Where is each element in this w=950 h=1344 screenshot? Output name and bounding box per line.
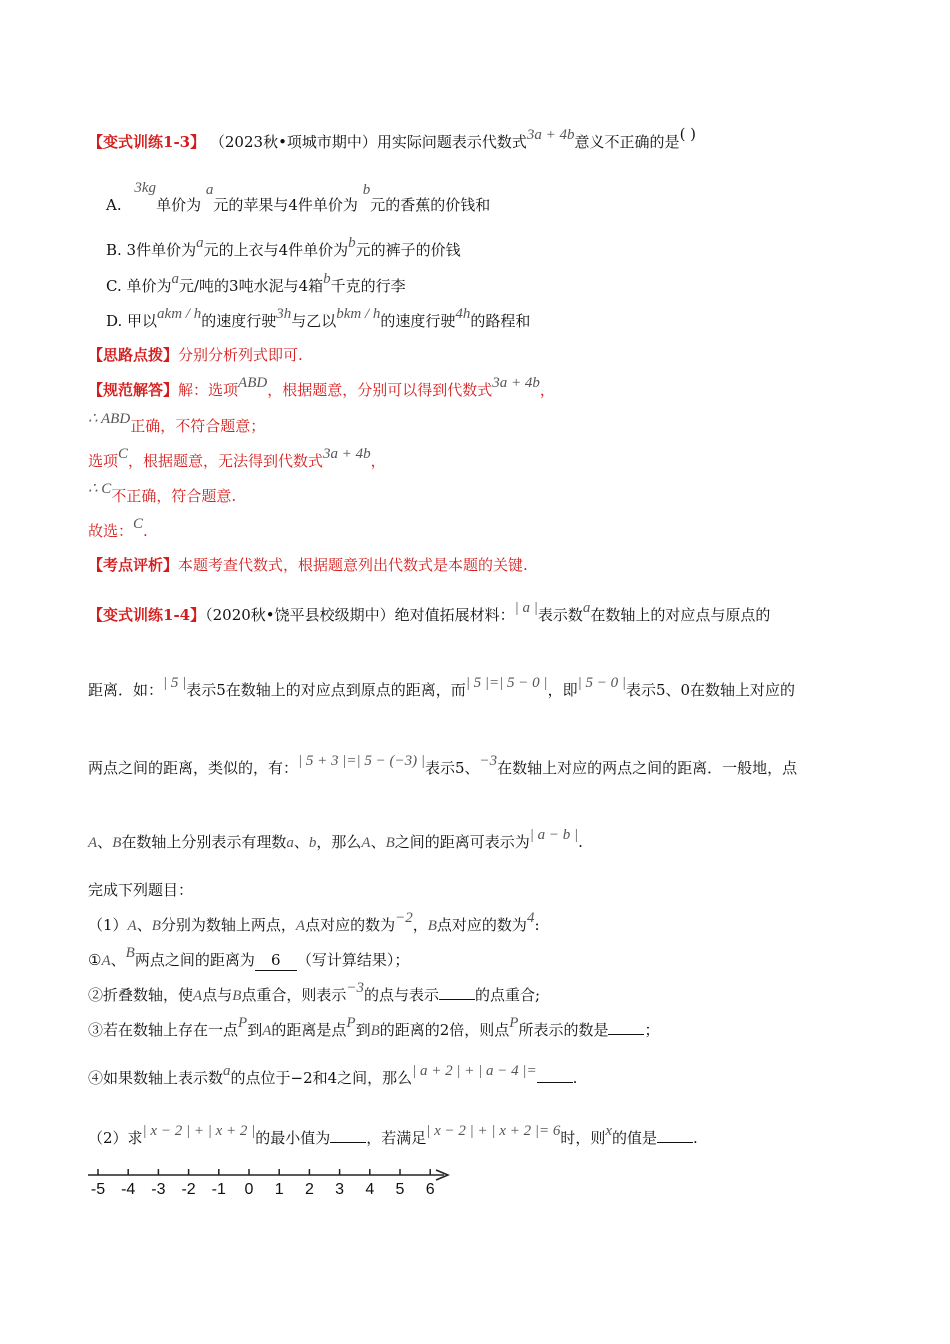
option-c-m2: b	[323, 271, 331, 287]
ex14-l4-m6: B	[385, 835, 395, 851]
hint-line	[88, 345, 303, 365]
ex14-l3-a: 两点之间的距离，类似的，有：	[88, 759, 299, 777]
ex14-l4-c: 、	[293, 833, 309, 851]
s3-g: ；	[644, 1021, 660, 1039]
s4-m1: a	[223, 1063, 231, 1079]
option-a-t3: 元的香蕉的价钱和	[370, 196, 491, 214]
option-b-t2: 元的上衣与4件单价为	[203, 241, 349, 259]
ex14-l3-b: 表示5、	[425, 759, 480, 777]
q2-m3: x	[605, 1123, 613, 1139]
sol3-c: ，	[370, 452, 386, 470]
ex14-l2-m1: | 5 |	[163, 675, 187, 691]
sol4-t: 不正确，符合题意.	[111, 487, 237, 505]
option-a-t1: 单价为	[156, 196, 202, 214]
ex14-l4-a: 、	[97, 833, 113, 851]
sub-question-3	[88, 1015, 660, 1041]
q2-blank-1[interactable]	[330, 1142, 366, 1143]
ex14-l2-m3: | 5 − 0 |	[577, 675, 626, 691]
s3-m3: P	[346, 1015, 356, 1031]
ex14-l2-b: 表示5在数轴上的对应点到原点的距离，而	[186, 681, 466, 699]
q2-e: 的值是	[612, 1129, 658, 1147]
q1-e: ，	[412, 916, 428, 934]
ex14-l4-e: 、	[370, 833, 386, 851]
s4-a: ④如果数轴上表示数	[88, 1069, 224, 1087]
s2-m2: B	[232, 988, 242, 1004]
option-d-m3: bkm / h	[336, 306, 381, 322]
sol3-b: ，根据题意，无法得到代数式	[128, 452, 324, 470]
option-c-m1: a	[171, 271, 179, 287]
solution-tag: 【规范解答】	[88, 381, 179, 399]
option-a-m2: a	[205, 182, 214, 198]
ex14-l4-d: ，那么	[316, 833, 362, 851]
ex13-paren: ( )	[679, 125, 697, 143]
number-line-ticks	[91, 1169, 435, 1198]
option-d-m1: akm / h	[157, 306, 202, 322]
s4-m2: | a + 2 | + | a − 4 |=	[412, 1063, 537, 1079]
number-line-label: 5	[395, 1181, 405, 1198]
s3-m5: P	[509, 1015, 519, 1031]
number-line-label: 4	[365, 1181, 375, 1198]
sol3-m: C	[118, 446, 129, 462]
ex14-line-1	[88, 600, 771, 626]
option-d-t1: D. 甲以	[106, 312, 158, 330]
ex14-l2-c: ，即	[547, 681, 578, 699]
ex14-line-2	[88, 675, 796, 701]
solution-line-2	[88, 411, 266, 437]
s3-m1: P	[238, 1015, 248, 1031]
ex14-l2-m2: | 5 |=| 5 − 0 |	[465, 675, 548, 691]
ex14-line-3	[88, 753, 798, 779]
q1-m2: B	[151, 918, 161, 934]
s3-d: 到	[355, 1021, 371, 1039]
q2-blank-2[interactable]	[657, 1142, 693, 1143]
option-b	[106, 235, 461, 261]
q1-a: （1）	[88, 916, 128, 934]
s2-e: 的点重合;	[475, 986, 541, 1004]
sol1-m2: 3a + 4b	[492, 375, 540, 391]
sub-question-1	[88, 945, 410, 971]
ex14-l1-m2: a	[582, 600, 591, 616]
q2-a: （2）求	[88, 1129, 143, 1147]
s2-m3: −3	[346, 980, 365, 996]
option-b-t1: B. 3件单价为	[106, 241, 197, 259]
option-d-t3: 与乙以	[291, 312, 337, 330]
eval-text: 本题考查代数式，根据题意列出代数式是本题的关键.	[178, 556, 528, 574]
ex14-l4-m3: a	[286, 835, 294, 851]
option-c-t1: C. 单价为	[106, 277, 172, 295]
sol1-a: 解：选项	[178, 381, 239, 399]
s3-e: 的距离的2倍，则点	[379, 1021, 510, 1039]
question-2	[88, 1123, 698, 1149]
ex14-l4-m1: A	[88, 835, 98, 851]
s2-d: 的点与表示	[364, 986, 440, 1004]
ex13-suffix: 意义不正确的是	[574, 133, 680, 151]
sol3-a: 选项	[88, 452, 119, 470]
q2-m2: | x − 2 | + | x + 2 |= 6	[426, 1123, 561, 1139]
ex14-l3-m2: −3	[479, 753, 498, 769]
q1-g: :	[534, 916, 540, 934]
q1-m5: B	[427, 918, 437, 934]
s3-c: 的距离是点	[271, 1021, 347, 1039]
sol4-m: ∴ C	[88, 481, 112, 497]
option-d-t2: 的速度行驶	[201, 312, 277, 330]
ex13-title	[88, 125, 697, 153]
number-line-label: 6	[425, 1181, 435, 1198]
s2-a: ②折叠数轴，使	[88, 986, 194, 1004]
option-b-m1: a	[196, 235, 204, 251]
option-a-m3: b	[362, 182, 371, 198]
q2-b: 的最小值为	[255, 1129, 331, 1147]
sol1-m: ABD	[238, 375, 268, 391]
question-1	[88, 910, 540, 936]
ex14-l1-a: （2020秋•饶平县校级期中）绝对值拓展材料：	[205, 606, 515, 624]
option-c-t3: 千克的行李	[330, 277, 406, 295]
sol5-m: C	[133, 516, 144, 532]
number-line-label: 2	[304, 1181, 314, 1198]
solution-line-4	[88, 481, 237, 507]
ex14-l5: 完成下列题目：	[88, 881, 194, 899]
solution-line-3	[88, 446, 386, 472]
option-a-t2: 元的苹果与4件单价为	[213, 196, 358, 214]
sol1-c: ，	[539, 381, 555, 399]
number-line-label: 1	[274, 1181, 284, 1198]
option-b-m2: b	[348, 235, 356, 251]
ex14-l3-m1: | 5 + 3 |=| 5 − (−3) |	[298, 753, 425, 769]
q1-m1: A	[127, 918, 137, 934]
s1-d: （写计算结果）；	[296, 951, 410, 969]
option-c	[106, 271, 406, 297]
option-a	[106, 180, 491, 216]
ex14-l1-m1: | a |	[514, 600, 538, 616]
ex14-l4-b: 在数轴上分别表示有理数	[121, 833, 287, 851]
q2-d: 时，则	[560, 1129, 606, 1147]
number-line-label: -3	[151, 1181, 166, 1198]
ex14-l4-m7: | a − b |	[529, 827, 579, 843]
ex14-l4-m5: A	[361, 835, 371, 851]
number-line-label: -1	[211, 1181, 226, 1198]
option-a-m1: 3kg	[134, 180, 157, 196]
hint-text: 分别分析列式即可.	[178, 346, 303, 364]
ex14-l3-c: 在数轴上对应的两点之间的距离．一般地，点	[497, 759, 798, 777]
solution-line-1	[88, 375, 555, 401]
option-c-t2: 元/吨的3吨水泥与4箱	[178, 277, 324, 295]
evaluation-line	[88, 555, 528, 575]
sol5-b: .	[143, 522, 148, 540]
ex14-l4-m2: B	[112, 835, 122, 851]
q1-b: 、	[136, 916, 152, 934]
q1-m6: 4	[526, 910, 535, 926]
s4-c: .	[572, 1069, 578, 1087]
solution-line-5	[88, 516, 148, 542]
sub-question-2	[88, 980, 541, 1006]
number-line-label: 0	[244, 1181, 254, 1198]
ex14-l4-g: .	[578, 833, 583, 851]
number-line-label: -5	[90, 1181, 106, 1198]
ex13-tag: 【变式训练1-3】	[88, 133, 206, 151]
sol5-a: 故选：	[88, 522, 134, 540]
option-b-t3: 元的裤子的价钱	[355, 241, 461, 259]
number-line-label: 3	[335, 1181, 345, 1198]
s1-answer: 6	[255, 950, 297, 971]
sol1-b: ，根据题意，分别可以得到代数式	[267, 381, 493, 399]
option-d	[106, 306, 531, 332]
ex14-l2-d: 表示5、0在数轴上对应的	[625, 681, 796, 699]
s3-blank[interactable]	[608, 1034, 644, 1035]
option-d-t4: 的速度行驶	[380, 312, 456, 330]
ex14-l1-b: 表示数	[537, 606, 583, 624]
s2-c: 点重合，则表示	[241, 986, 347, 1004]
hint-tag: 【思路点拨】	[88, 346, 179, 364]
s3-b: 到	[247, 1021, 263, 1039]
s3-m2: A	[262, 1023, 272, 1039]
sol2-t: 正确，不符合题意；	[130, 417, 266, 435]
s2-blank[interactable]	[439, 999, 475, 1000]
s1-a: ①	[88, 951, 102, 969]
option-d-t5: 的路程和	[470, 312, 531, 330]
s3-m4: B	[370, 1023, 380, 1039]
s1-c: 两点之间的距离为	[134, 951, 255, 969]
s3-a: ③若在数轴上存在一点	[88, 1021, 239, 1039]
ex14-tag: 【变式训练1-4】	[88, 606, 206, 624]
s2-m1: A	[193, 988, 203, 1004]
option-d-m2: 3h	[276, 306, 292, 322]
q2-f: .	[693, 1129, 698, 1147]
s1-m2: B	[125, 945, 135, 961]
number-line-label: -2	[181, 1181, 196, 1198]
ex14-l2-a: 距离．如：	[88, 681, 164, 699]
q2-c: ，若满足	[366, 1129, 427, 1147]
q2-m1: | x − 2 | + | x + 2 |	[142, 1123, 256, 1139]
ex14-l4-m4: b	[308, 835, 317, 851]
s4-blank[interactable]	[537, 1082, 573, 1083]
q1-f: 点对应的数为	[436, 916, 527, 934]
option-a-label: A.	[106, 196, 122, 214]
option-d-m4: 4h	[455, 306, 471, 322]
q1-c: 分别为数轴上两点，	[160, 916, 296, 934]
sol3-m2: 3a + 4b	[323, 446, 371, 462]
q1-d: 点对应的数为	[305, 916, 396, 934]
number-line-label: -4	[121, 1181, 136, 1198]
ex14-l4-f: 之间的距离可表示为	[394, 833, 530, 851]
sol2-m: ∴ ABD	[88, 411, 131, 427]
ex14-line-4	[88, 827, 583, 853]
eval-tag: 【考点评析】	[88, 556, 179, 574]
s2-b: 点与	[202, 986, 233, 1004]
ex13-expr: 3a + 4b	[526, 127, 575, 143]
s3-f: 所表示的数是	[518, 1021, 609, 1039]
ex14-line-5	[88, 880, 193, 900]
q1-m3: A	[295, 918, 306, 934]
s1-m1: A	[101, 953, 111, 969]
ex14-l1-c: 在数轴上的对应点与原点的	[590, 606, 771, 624]
q1-m4: −2	[395, 910, 413, 926]
s1-b: 、	[110, 951, 126, 969]
ex13-source: （2023秋•项城市期中）用实际问题表示代数式	[209, 133, 527, 151]
number-line	[88, 1163, 458, 1203]
sub-question-4	[88, 1063, 578, 1089]
s4-b: 的点位于−2和4之间，那么	[230, 1069, 413, 1087]
